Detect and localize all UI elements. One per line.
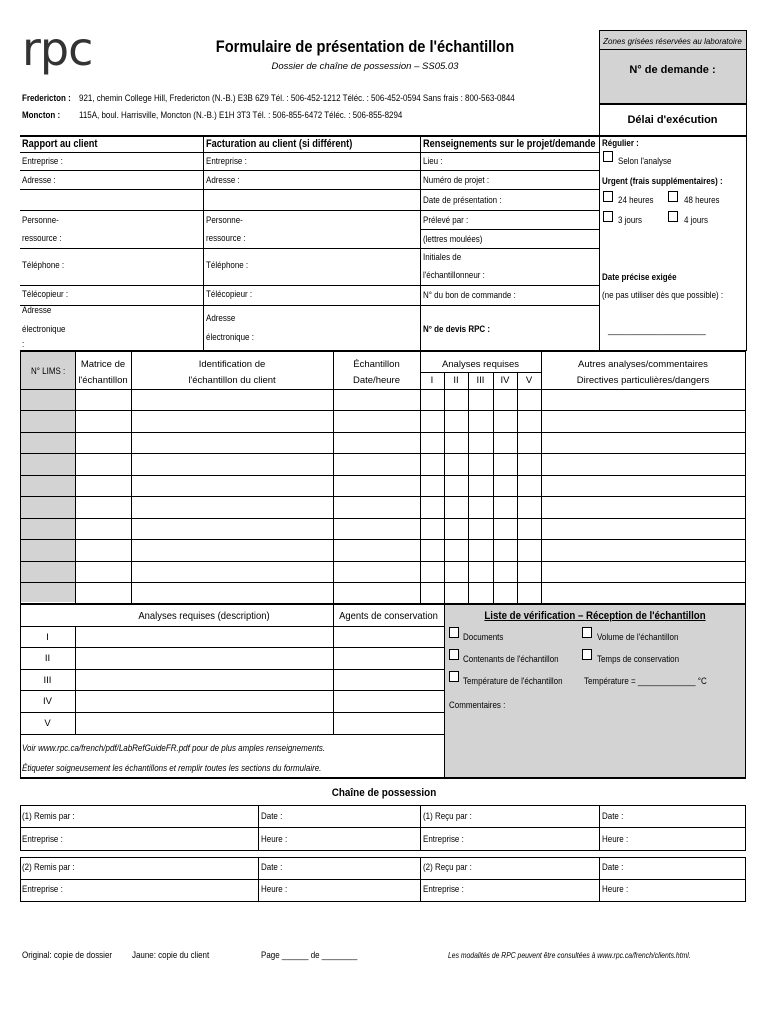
received-by-2-label[interactable]: (2) Reçu par : [423, 862, 472, 873]
analysis-desc-header: Analyses requises (description) [138, 610, 270, 622]
given-date-2-label[interactable]: Date : [261, 862, 283, 873]
turnaround-title: Délai d'exécution [627, 114, 718, 126]
project-block-letters-label: (lettres moulées) [423, 234, 483, 245]
received-company-1-label[interactable]: Entreprise : [423, 834, 464, 845]
analysis-col-ii: II [453, 375, 459, 386]
sample-header-2: Date/heure [352, 375, 400, 386]
turnaround-urgent-label: Urgent (frais supplémentaires) : [602, 176, 723, 187]
request-number-label: N° de demande : [629, 64, 716, 76]
project-date-label[interactable]: Date de présentation : [423, 195, 502, 206]
form-subtitle: Dossier de chaîne de possession – SS05.03 [271, 61, 459, 72]
billing-header: Facturation au client (si différent) [206, 138, 353, 150]
moncton-address: 115A, boul. Harrisville, Moncton (N.-B.) E1H 3T3 Tél. : 506-855-6472 Téléc. : 506-855-8294 [79, 110, 403, 121]
ident-header-1: Identification de [198, 359, 266, 370]
analyses-header: Analyses requises [441, 359, 520, 370]
custody-title: Chaîne de possession [331, 787, 437, 799]
4days-label: 4 jours [684, 215, 708, 226]
documents-label: Documents [463, 632, 504, 643]
sample-header-1: Échantillon [353, 359, 400, 370]
exact-date-field[interactable]: ______________________ [608, 325, 706, 336]
reference-note: Voir www.rpc.ca/french/pdf/LabRefGuideFR.pdf pour de plus amples renseignements. [22, 743, 326, 754]
checklist-gray-area [445, 605, 745, 778]
received-date-1-label[interactable]: Date : [602, 811, 624, 822]
48h-checkbox[interactable] [668, 191, 678, 202]
project-number-label[interactable]: Numéro de projet : [423, 175, 490, 186]
given-by-1-label[interactable]: (1) Remis par : [22, 811, 75, 822]
rpc-logo: rpc [22, 22, 93, 76]
other-header-1: Autres analyses/commentaires [578, 359, 708, 370]
temperature-checkbox[interactable] [449, 671, 459, 682]
received-time-1-label[interactable]: Heure : [602, 834, 629, 845]
per-analysis-checkbox[interactable] [603, 151, 613, 162]
received-by-1-label[interactable]: (1) Reçu par : [423, 811, 472, 822]
received-date-2-label[interactable]: Date : [602, 862, 624, 873]
analysis-col-v: V [525, 375, 533, 386]
client-contact-label-2[interactable]: ressource : [22, 233, 62, 244]
received-company-2-label[interactable]: Entreprise : [423, 884, 464, 895]
3days-label: 3 jours [618, 215, 642, 226]
preservation-time-label: Temps de conservation [597, 654, 680, 665]
matrix-header-1: Matrice de [80, 359, 126, 370]
preservation-time-checkbox[interactable] [582, 649, 592, 660]
containers-checkbox[interactable] [449, 649, 459, 660]
desc-row-iv: IV [43, 696, 52, 707]
containers-label: Contenants de l'échantillon [463, 654, 559, 665]
documents-checkbox[interactable] [449, 627, 459, 638]
24h-checkbox[interactable] [603, 191, 613, 202]
3days-checkbox[interactable] [603, 211, 613, 222]
billing-email-label-1: Adresse [206, 313, 236, 324]
client-email-label-1: Adresse [22, 305, 52, 316]
footer-terms: Les modalités de RPC peuvent être consultées à www.rpc.ca/french/clients.html. [448, 950, 691, 960]
given-by-2-label[interactable]: (2) Remis par : [22, 862, 75, 873]
temperature-value-field[interactable]: Température = _____________ °C [584, 676, 707, 687]
4days-checkbox[interactable] [668, 211, 678, 222]
project-place-label[interactable]: Lieu : [423, 156, 443, 167]
volume-checkbox[interactable] [582, 627, 592, 638]
lims-header: N° LIMS : [31, 366, 66, 377]
per-analysis-label: Selon l'analyse [618, 156, 672, 167]
project-sampled-by-label[interactable]: Prélevé par : [423, 215, 469, 226]
desc-row-i: I [46, 632, 49, 643]
analysis-col-i: I [430, 375, 434, 386]
fredericton-address: 921, chemin College Hill, Fredericton (N.-B.) E3B 6Z9 Tél. : 506-452-1212 Téléc. : 506-452-0594 Sans frais : 800-563-0844 [79, 93, 515, 104]
asap-note: (ne pas utiliser dès que possible) : [602, 290, 724, 301]
client-contact-label-1: Personne- [22, 215, 59, 226]
project-initials-label-1: Initiales de [423, 252, 462, 263]
client-address-label[interactable]: Adresse : [22, 175, 56, 186]
volume-label: Volume de l'échantillon [597, 632, 679, 643]
given-time-1-label[interactable]: Heure : [261, 834, 288, 845]
billing-contact-label-1: Personne- [206, 215, 243, 226]
turnaround-regular-label: Régulier : [602, 138, 639, 149]
desc-row-iii: III [43, 675, 52, 686]
label-note: Étiqueter soigneusement les échantillons et remplir toutes les sections du formulaire. [22, 763, 322, 774]
lab-reserved-note: Zones grisées réservées au laboratoire [603, 37, 742, 46]
project-initials-label-2[interactable]: l'échantillonneur : [423, 270, 485, 281]
client-email-label-2[interactable]: électronique [22, 324, 66, 335]
billing-address-label[interactable]: Adresse : [206, 175, 240, 186]
billing-phone-label[interactable]: Téléphone : [206, 260, 249, 271]
given-company-1-label[interactable]: Entreprise : [22, 834, 63, 845]
48h-label: 48 heures [684, 195, 720, 206]
24h-label: 24 heures [618, 195, 654, 206]
client-phone-label[interactable]: Téléphone : [22, 260, 65, 271]
client-company-label[interactable]: Entreprise : [22, 156, 63, 167]
billing-email-label-2[interactable]: électronique : [206, 332, 254, 343]
footer-yellow: Jaune: copie du client [132, 950, 210, 961]
ident-header-2: l'échantillon du client [188, 375, 276, 386]
given-date-1-label[interactable]: Date : [261, 811, 283, 822]
preservation-header: Agents de conservation [339, 610, 438, 622]
client-fax-label[interactable]: Télécopieur : [22, 289, 69, 300]
moncton-label: Moncton : [22, 110, 61, 121]
other-header-2: Directives particulières/dangers [576, 375, 710, 386]
project-quote-label[interactable]: N° de devis RPC : [423, 324, 491, 335]
footer-page[interactable]: Page ______ de ________ [261, 950, 358, 961]
form-title: Formulaire de présentation de l'échantillon [215, 37, 515, 56]
comments-label[interactable]: Commentaires : [449, 700, 506, 711]
footer-original: Original: copie de dossier [22, 950, 113, 961]
billing-company-label[interactable]: Entreprise : [206, 156, 247, 167]
fredericton-label: Fredericton : [22, 93, 71, 104]
analysis-col-iii: III [476, 375, 485, 386]
given-company-2-label[interactable]: Entreprise : [22, 884, 63, 895]
temperature-label: Température de l'échantillon [463, 676, 563, 687]
client-email-label-3: : [22, 339, 25, 350]
billing-fax-label[interactable]: Télécopieur : [206, 289, 253, 300]
project-header: Renseignements sur le projet/demande [423, 138, 596, 150]
checklist-title: Liste de vérification – Réception de l'échantillon [484, 610, 706, 622]
received-time-2-label[interactable]: Heure : [602, 884, 629, 895]
project-po-label[interactable]: N° du bon de commande : [423, 290, 516, 301]
desc-row-v: V [44, 718, 51, 729]
given-time-2-label[interactable]: Heure : [261, 884, 288, 895]
exact-date-label: Date précise exigée [602, 272, 677, 283]
billing-contact-label-2[interactable]: ressource : [206, 233, 246, 244]
analysis-col-iv: IV [500, 375, 510, 386]
client-report-header: Rapport au client [22, 138, 98, 150]
matrix-header-2: l'échantillon [78, 375, 128, 386]
desc-row-ii: II [44, 653, 51, 664]
